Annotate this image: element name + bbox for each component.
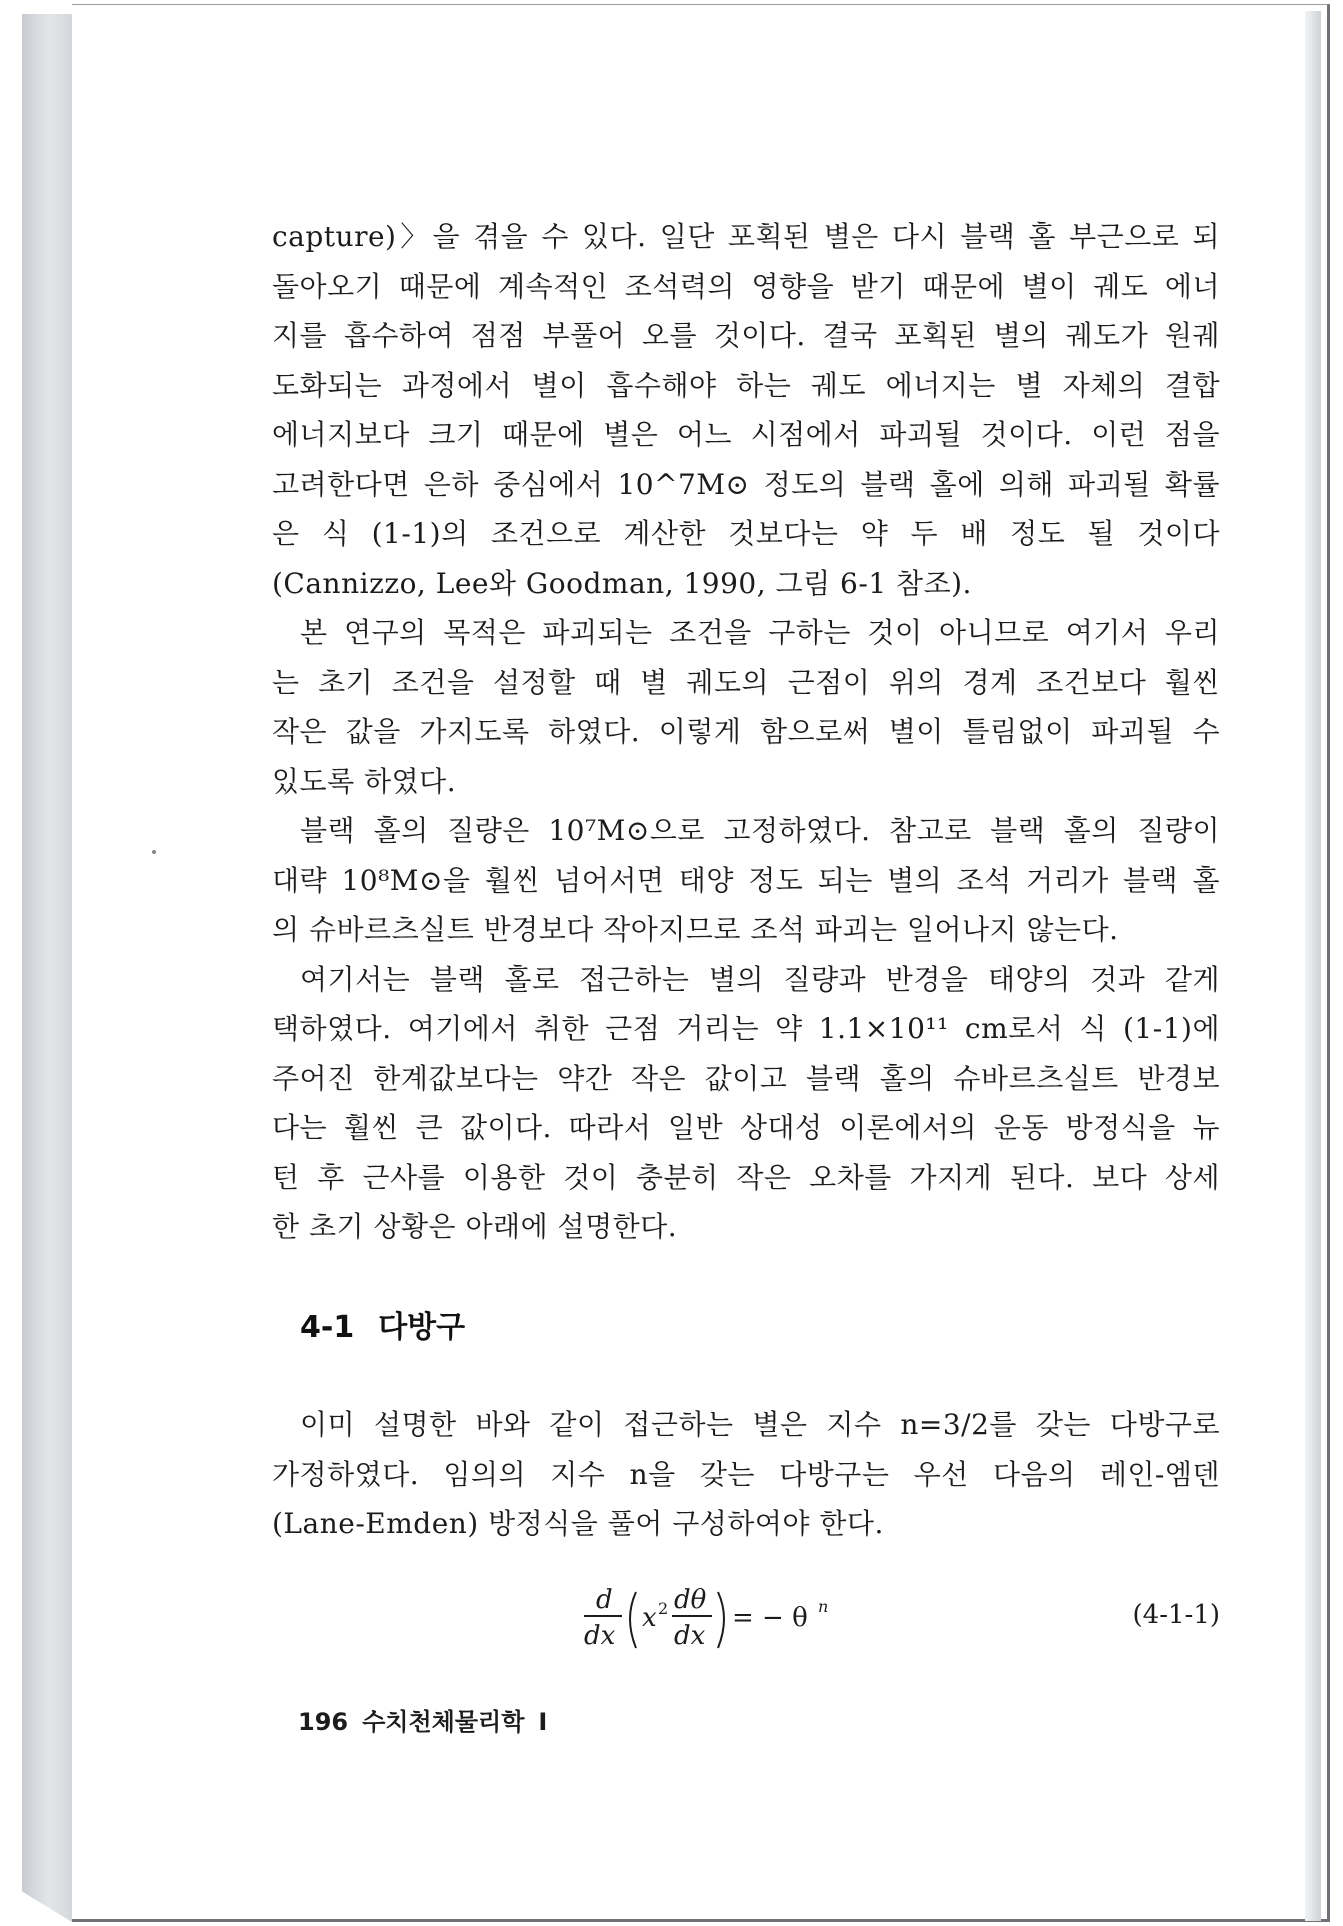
text-line: 에너지보다 크기 때문에 별은 어느 시점에서 파괴될 것이다. 이런 점을 <box>272 418 1220 451</box>
paragraph-4 <box>272 955 1220 1252</box>
text-line: 블랙 홀의 질량은 10⁷M⊙으로 고정하였다. 참고로 블랙 홀의 질량이 <box>300 814 1220 847</box>
page-edge <box>1305 11 1321 1921</box>
eq-dx-2: dx <box>674 1621 706 1651</box>
book-title: 수치천체물리학 <box>362 1708 525 1736</box>
text-line: 한 초기 상황은 아래에 설명한다. <box>272 1210 678 1243</box>
equation-4-1-1 <box>580 1578 1220 1658</box>
text-line: 돌아오기 때문에 계속적인 조석력의 영향을 받기 때문에 별이 궤도 에너 <box>272 269 1220 303</box>
text-line: 택하였다. 여기에서 취한 근점 거리는 약 1.1×10¹¹ cm로서 식 (1-1)에 <box>272 1012 1220 1045</box>
text-line: 가정하였다. 임의의 지수 n을 갖는 다방구는 우선 다음의 레인-엠덴 <box>272 1457 1220 1491</box>
text-line: 턴 후 근사를 이용한 것이 충분히 작은 오차를 가지게 된다. 보다 상세 <box>272 1160 1220 1194</box>
equation-formula <box>580 1578 980 1658</box>
page-footer <box>298 1702 561 1737</box>
eq-sup-n: n <box>818 1597 829 1616</box>
page-number: 196 <box>298 1708 349 1736</box>
text-line: 다는 훨씬 큰 값이다. 따라서 일반 상대성 이론에서의 운동 방정식을 뉴 <box>272 1111 1220 1144</box>
body-text <box>272 212 1220 1252</box>
speck <box>152 850 156 854</box>
text-line: 의 슈바르츠실트 반경보다 작아지므로 조석 파괴는 일어나지 않는다. <box>272 913 1119 946</box>
text-line: 도화되는 과정에서 별이 흡수해야 하는 궤도 에너지는 별 자체의 결합 <box>272 368 1220 402</box>
text-line: 이미 설명한 바와 같이 접근하는 별은 지수 n=3/2를 갖는 다방구로 <box>300 1408 1220 1441</box>
paragraph-3 <box>272 806 1220 955</box>
section-number: 4-1 <box>300 1310 355 1345</box>
paragraph-1 <box>272 212 1220 608</box>
eq-rhs: = − θ <box>732 1603 808 1633</box>
text-line: (Lane-Emden) 방정식을 풀어 구성하여야 한다. <box>272 1507 884 1540</box>
text-line: (Cannizzo, Lee와 Goodman, 1990, 그림 6-1 참조). <box>272 566 972 600</box>
text-line: 작은 값을 가지도록 하였다. 이렇게 함으로써 별이 틀림없이 파괴될 수 <box>272 715 1220 748</box>
body-text-2 <box>272 1400 1220 1549</box>
text-line: 여기서는 블랙 홀로 접근하는 별의 질량과 반경을 태양의 것과 같게 <box>300 962 1220 996</box>
text-line: 는 초기 조건을 설정할 때 별 궤도의 근점이 위의 경계 조건보다 훨씬 <box>272 665 1220 699</box>
paragraph-2 <box>272 608 1220 806</box>
text-line: capture)〉을 겪을 수 있다. 일단 포획된 별은 다시 블랙 홀 부근으로 되 <box>272 220 1220 253</box>
text-line: 대략 10⁸M⊙을 훨씬 넘어서면 태양 정도 되는 별의 조석 거리가 블랙 홀 <box>272 863 1220 897</box>
text-line: 본 연구의 목적은 파괴되는 조건을 구하는 것이 아니므로 여기서 우리 <box>300 616 1220 649</box>
section-heading <box>300 1302 489 1346</box>
text-line: 주어진 한계값보다는 약간 작은 값이고 블랙 홀의 슈바르츠실트 반경보 <box>272 1061 1220 1095</box>
text-line: 은 식 (1-1)의 조건으로 계산한 것보다는 약 두 배 정도 될 것이다 <box>272 517 1220 550</box>
equation-label: (4-1-1) <box>1132 1600 1220 1630</box>
eq-dx: dx <box>584 1621 616 1651</box>
eq-d: d <box>596 1585 613 1615</box>
section-title: 다방구 <box>378 1310 466 1345</box>
eq-dtheta: dθ <box>674 1585 707 1615</box>
text-line: 고려한다면 은하 중심에서 10^7M⊙ 정도의 블랙 홀에 의해 파괴될 확률 <box>272 467 1220 501</box>
eq-x: x <box>642 1603 657 1633</box>
text-line: 있도록 하였다. <box>272 764 457 798</box>
book-spine <box>22 14 72 1922</box>
volume-number: I <box>538 1708 548 1736</box>
text-line: 지를 흡수하여 점점 부풀어 오를 것이다. 결국 포획된 별의 궤도가 원궤 <box>272 319 1220 352</box>
paragraph-5 <box>272 1400 1220 1549</box>
eq-sup-2: 2 <box>658 1599 669 1618</box>
